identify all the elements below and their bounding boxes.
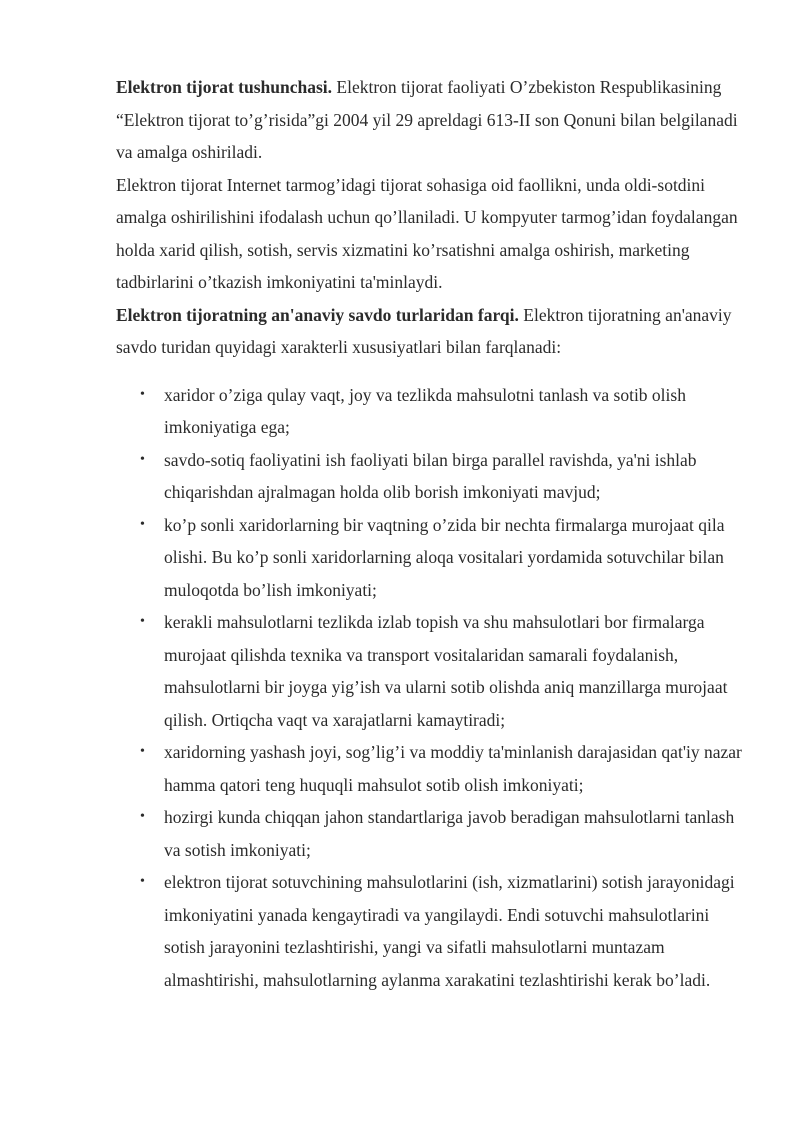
list-item-text: kerakli mahsulotlarni tezlikda izlab topish va shu mahsulotlari bor firmalarga murojaat qilishda texnika va transport vositalaridan samarali foydalanish, mahsulotlarni bir joyga yig’ish va ularni sotib olishda aniq manzillarga murojaat qilish. Ortiqcha vaqt va xarajatlarni kamaytiradi;: [164, 612, 728, 730]
bullet-icon: •: [140, 386, 145, 402]
list-item-text: elektron tijorat sotuvchining mahsulotlarini (ish, xizmatlarini) sotish jarayonidagi imkoniyatini yanada kengaytiradi va yangilaydi. Endi sotuvchi mahsulotlarini sotish jarayonini tezlashtirishi, yangi va sifatli mahsulotlarni muntazam almashtirishi, mahsulotlarning aylanma xarakatini tezlashtirishi kerak bo’ladi.: [164, 872, 735, 990]
list-item: [140, 379, 746, 444]
document-body: [116, 71, 746, 996]
features-list: [116, 379, 746, 997]
paragraph-usage: Elektron tijorat Internet tarmog’idagi tijorat sohasiga oid faollikni, unda oldi-sotdini amalga oshirilishini ifodalash uchun qo’llaniladi. U kompyuter tarmog’idan foydalangan holda xarid qilish, sotish, servis xizmatini ko’rsatishni amalga oshirish, marketing tadbirlarini o’tkazish imkoniyatini ta'minlaydi.: [116, 174, 738, 292]
bullet-icon: •: [140, 874, 145, 889]
list-item-text: hozirgi kunda chiqqan jahon standartlariga javob beradigan mahsulotlarni tanlash va sotish imkoniyati;: [164, 807, 735, 860]
bullet-icon: •: [140, 451, 145, 467]
paragraph-definition: [116, 71, 746, 169]
list-item-text: xaridorning yashash joyi, sog’lig’i va moddiy ta'minlanish darajasidan qat'iy nazar hamma qatori teng huquqli mahsulot sotib olish imkoniyati;: [164, 742, 742, 795]
definition-text: Elektron tijorat faoliyati O’zbekiston Respublikasining “Elektron tijorat to’g’risida”gi 2004 yil 29 apreldagi 613-II son Qonuni bilan belgilanadi va amalga oshiriladi.: [116, 77, 738, 162]
list-item: [140, 509, 746, 607]
list-item: [140, 736, 746, 801]
heading-definition: Elektron tijorat tushunchasi.: [116, 77, 333, 97]
list-item: [140, 866, 746, 996]
bullet-icon: •: [140, 516, 145, 532]
paragraph-differences: [116, 299, 746, 364]
differences-text: Elektron tijoratning an'anaviy savdo turidan quyidagi xarakterli xususiyatlari bilan farqlanadi:: [116, 304, 732, 357]
bullet-icon: •: [140, 809, 145, 824]
bullet-icon: •: [140, 614, 145, 629]
list-item: [140, 606, 746, 736]
list-item: [140, 444, 746, 509]
heading-differences: Elektron tijoratning an'anaviy savdo turlaridan farqi.: [116, 304, 519, 325]
list-item: [140, 801, 746, 866]
bullet-icon: •: [140, 744, 145, 759]
list-item-text: xaridor o’ziga qulay vaqt, joy va tezlikda mahsulotni tanlash va sotib olish imkoniyatiga ega;: [164, 384, 686, 437]
list-item-text: savdo-sotiq faoliyatini ish faoliyati bilan birga parallel ravishda, ya'ni ishlab chiqarishdan ajralmagan holda olib borish imkoniyati mavjud;: [164, 449, 697, 502]
list-item-text: ko’p sonli xaridorlarning bir vaqtning o’zida bir nechta firmalarga murojaat qila olishi. Bu ko’p sonli xaridorlarning aloqa vositalari yordamida sotuvchilar bilan muloqotda bo’lish imkoniyati;: [164, 514, 725, 600]
